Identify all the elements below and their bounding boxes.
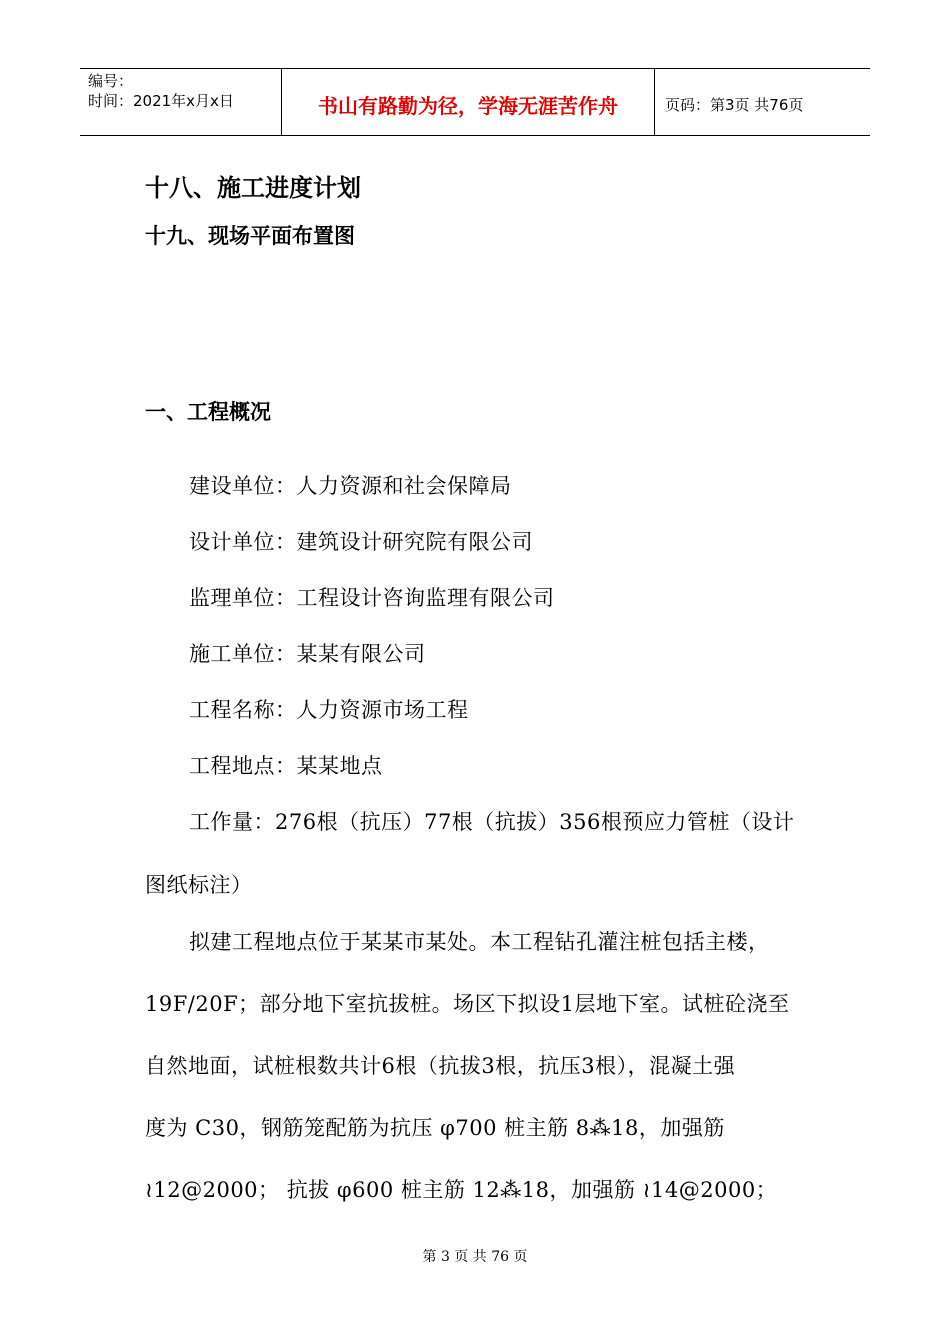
toc-item-19: 十九、现场平面布置图 [145,224,355,248]
section-title: 一、工程概况 [145,400,271,424]
document-number-label: 编号： [88,72,134,90]
header-page-info: 页码：第3页 共76页 [665,95,804,114]
header-meta [80,69,282,135]
body-line: 自然地面，试桩根数共计6根（抗拔3根，抗压3根），混凝土强 [145,1054,736,1078]
body-line: 度为 C30，钢筋笼配筋为抗压 φ700 桩主筋 8⁂18，加强筋 [145,1116,725,1140]
body-line: 工程地点：某某地点 [189,754,383,778]
body-line: 工作量：276根（抗压）77根（抗拔）356根预应力管桩（设计 [189,810,795,834]
document-time-label: 时间：2021年x月x日 [88,92,234,110]
body-line: 拟建工程地点位于某某市某处。本工程钻孔灌注桩包括主楼， [189,930,770,954]
body-line: 19F/20F；部分地下室抗拔桩。场区下拟设1层地下室。试桩砼浇至 [145,992,790,1016]
body-line: 工程名称：人力资源市场工程 [189,698,469,722]
page-header [80,68,870,136]
body-line: 施工单位：某某有限公司 [189,642,426,666]
body-line: 监理单位：工程设计咨询监理有限公司 [189,586,555,610]
body-line: 设计单位：建筑设计研究院有限公司 [189,530,533,554]
body-line: 图纸标注） [145,873,253,897]
body-line: 建设单位：人力资源和社会保障局 [189,474,512,498]
page-footer: 第 3 页 共 76 页 [422,1249,528,1265]
header-motto: 书山有路勤为径，学海无涯苦作舟 [282,69,655,135]
body-line: ≀12@2000； 抗拔 φ600 桩主筋 12⁂18，加强筋 ≀14@2000； [145,1178,778,1202]
toc-item-18: 十八、施工进度计划 [145,174,361,202]
